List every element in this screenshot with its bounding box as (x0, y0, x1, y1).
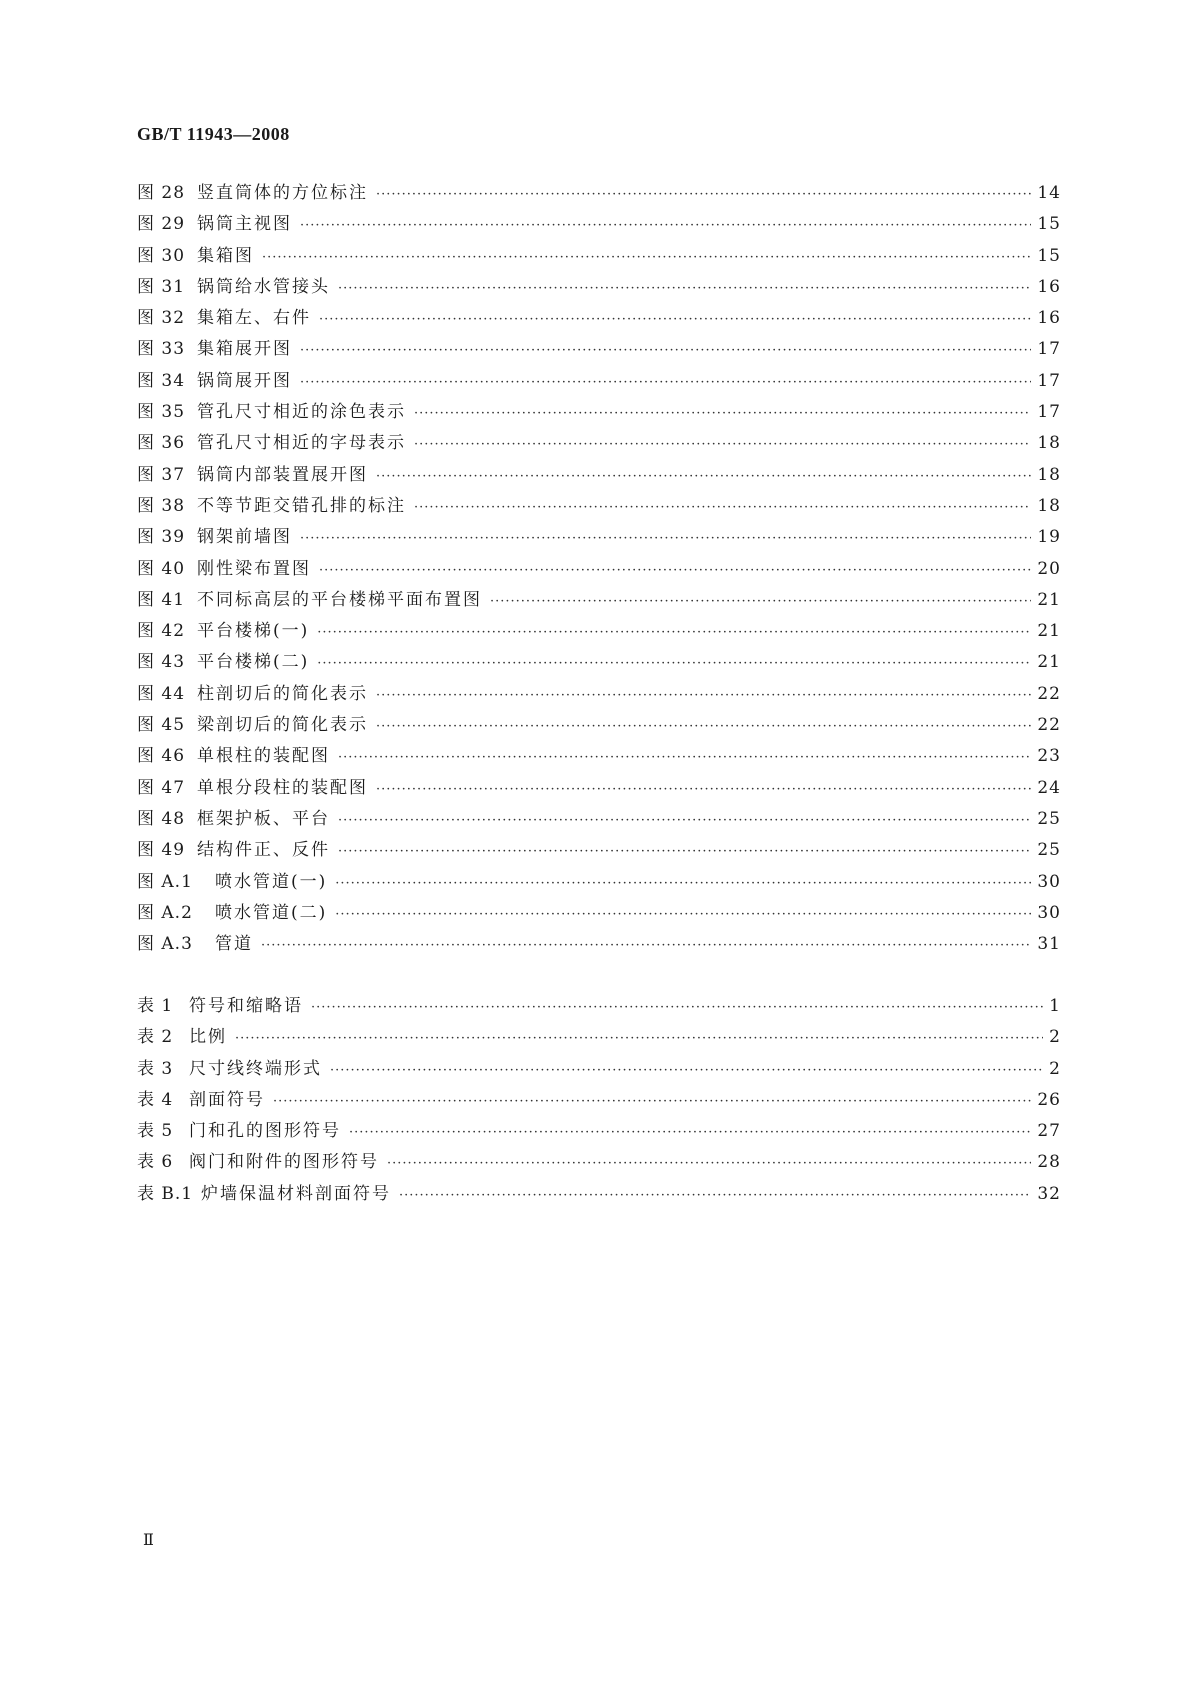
table-entry[interactable] (137, 1116, 1061, 1147)
entry-page-number: 14 (1037, 183, 1061, 203)
entry-page-number: 17 (1037, 339, 1061, 360)
entry-page-number: 15 (1037, 214, 1061, 235)
dot-leader (414, 492, 1031, 523)
dot-leader (311, 992, 1043, 1023)
entry-number: 图 36 (137, 433, 186, 454)
entry-title: 钢架前墙图 (197, 527, 292, 548)
entry-number: 表 1 (137, 996, 174, 1016)
dot-leader (262, 242, 1031, 273)
entry-page-number: 18 (1037, 433, 1061, 454)
entry-number: 图 37 (137, 464, 186, 485)
dot-leader (338, 836, 1031, 867)
figure-entry[interactable] (137, 366, 1061, 397)
entry-number: 图 42 (137, 621, 186, 642)
entry-number: 图 41 (137, 589, 186, 610)
figure-entry[interactable] (137, 929, 1061, 960)
dot-leader (335, 899, 1031, 930)
entry-title: 门和孔的图形符号 (189, 1121, 341, 1142)
entry-title: 锅筒展开图 (197, 370, 292, 391)
table-list (137, 991, 1061, 1210)
entry-page-number: 23 (1037, 746, 1061, 767)
dot-leader (376, 680, 1031, 711)
dot-leader (261, 930, 1031, 961)
figure-entry[interactable] (137, 585, 1061, 616)
figure-entry[interactable] (137, 303, 1061, 334)
dot-leader (300, 367, 1031, 398)
entry-page-number: 22 (1037, 715, 1061, 736)
entry-title: 单根柱的装配图 (197, 746, 330, 767)
dot-leader (317, 648, 1031, 679)
entry-title: 锅筒内部装置展开图 (197, 464, 368, 485)
entry-page-number: 24 (1037, 777, 1061, 798)
entry-page-number: 18 (1037, 495, 1061, 516)
entry-page-number: 21 (1037, 621, 1061, 642)
dot-leader (273, 1086, 1031, 1117)
entry-number: 图 34 (137, 370, 186, 391)
entry-title: 符号和缩略语 (189, 996, 303, 1016)
dot-leader (338, 805, 1031, 836)
table-entry[interactable] (137, 1179, 1061, 1210)
dot-leader (414, 429, 1031, 460)
figure-entry[interactable] (137, 898, 1061, 929)
entry-title: 集箱图 (197, 245, 254, 266)
dot-leader (349, 1117, 1031, 1148)
figure-entry[interactable] (137, 209, 1061, 240)
standard-number-header: GB/T 11943—2008 (137, 124, 290, 144)
entry-title: 刚性梁布置图 (197, 558, 311, 579)
figure-entry[interactable] (137, 710, 1061, 741)
dot-leader (376, 774, 1031, 805)
entry-number: 图 44 (137, 683, 186, 704)
figure-entry[interactable] (137, 334, 1061, 365)
figure-entry[interactable] (137, 241, 1061, 272)
figure-entry[interactable] (137, 272, 1061, 303)
entry-number: 图 43 (137, 652, 186, 673)
entry-page-number: 22 (1037, 683, 1061, 704)
entry-title: 平台楼梯(二) (197, 652, 310, 673)
entry-page-number: 17 (1037, 402, 1061, 423)
entry-page-number: 17 (1037, 370, 1061, 391)
page-number: Ⅱ (143, 1532, 154, 1549)
dot-leader (490, 586, 1031, 617)
entry-title: 管孔尺寸相近的字母表示 (197, 433, 406, 454)
entry-page-number: 31 (1037, 934, 1061, 955)
entry-page-number: 21 (1037, 652, 1061, 673)
entry-title: 剖面符号 (189, 1089, 265, 1110)
dot-leader (338, 742, 1031, 773)
figure-entry[interactable] (137, 460, 1061, 491)
entry-page-number: 2 (1049, 1027, 1061, 1048)
entry-number: 图 28 (137, 183, 186, 203)
table-entry[interactable] (137, 991, 1061, 1022)
entry-number: 图 40 (137, 558, 186, 579)
entry-title: 梁剖切后的简化表示 (197, 715, 368, 736)
entry-page-number: 20 (1037, 558, 1061, 579)
entry-title: 平台楼梯(一) (197, 621, 310, 642)
figure-entry[interactable] (137, 491, 1061, 522)
table-entry[interactable] (137, 1054, 1061, 1085)
figure-entry[interactable] (137, 804, 1061, 835)
entry-number: 图 A.2 (137, 902, 193, 923)
entry-title: 锅筒给水管接头 (197, 276, 330, 297)
dot-leader (376, 461, 1031, 492)
entry-title: 柱剖切后的简化表示 (197, 683, 368, 704)
entry-number: 图 45 (137, 715, 186, 736)
figure-entry[interactable] (137, 522, 1061, 553)
entry-page-number: 18 (1037, 464, 1061, 485)
dot-leader (300, 210, 1031, 241)
entry-number: 图 46 (137, 746, 186, 767)
entry-number: 图 49 (137, 840, 186, 861)
entry-title: 锅筒主视图 (197, 214, 292, 235)
figure-entry[interactable] (137, 867, 1061, 898)
dot-leader (338, 273, 1031, 304)
entry-title: 比例 (189, 1027, 227, 1048)
dot-leader (317, 617, 1031, 648)
entry-title: 不等节距交错孔排的标注 (197, 495, 406, 516)
entry-number: 图 39 (137, 527, 186, 548)
entry-number: 图 35 (137, 402, 186, 423)
entry-title: 结构件正、反件 (197, 840, 330, 861)
entry-page-number: 30 (1037, 902, 1061, 923)
table-entry[interactable] (137, 1085, 1061, 1116)
entry-number: 图 48 (137, 808, 186, 829)
dot-leader (376, 711, 1031, 742)
entry-title: 喷水管道(一) (215, 871, 328, 892)
entry-page-number: 1 (1049, 996, 1061, 1016)
entry-page-number: 28 (1037, 1152, 1061, 1173)
entry-number: 表 5 (137, 1121, 174, 1142)
entry-page-number: 16 (1037, 308, 1061, 329)
entry-number: 表 3 (137, 1058, 174, 1079)
entry-page-number: 27 (1037, 1121, 1061, 1142)
figure-entry[interactable] (137, 428, 1061, 459)
dot-leader (300, 335, 1031, 366)
entry-page-number: 26 (1037, 1089, 1061, 1110)
entry-page-number: 30 (1037, 871, 1061, 892)
figure-entry[interactable] (137, 773, 1061, 804)
entry-page-number: 25 (1037, 840, 1061, 861)
dot-leader (399, 1180, 1031, 1211)
figure-entry[interactable] (137, 616, 1061, 647)
figure-entry[interactable] (137, 679, 1061, 710)
figure-entry[interactable] (137, 178, 1061, 209)
dot-leader (414, 398, 1031, 429)
entry-number: 图 29 (137, 214, 186, 235)
table-entry[interactable] (137, 1147, 1061, 1178)
table-entry[interactable] (137, 1022, 1061, 1053)
entry-title: 集箱展开图 (197, 339, 292, 360)
entry-number: 表 6 (137, 1152, 174, 1173)
entry-page-number: 25 (1037, 808, 1061, 829)
entry-title: 炉墙保温材料剖面符号 (201, 1183, 391, 1204)
entry-page-number: 19 (1037, 527, 1061, 548)
figure-list (137, 178, 1061, 960)
figure-entry[interactable] (137, 647, 1061, 678)
entry-page-number: 16 (1037, 276, 1061, 297)
entry-page-number: 15 (1037, 245, 1061, 266)
dot-leader (319, 555, 1031, 586)
entry-number: 图 32 (137, 308, 186, 329)
figure-entry[interactable] (137, 741, 1061, 772)
entry-number: 图 38 (137, 495, 186, 516)
entry-page-number: 21 (1037, 589, 1061, 610)
entry-number: 表 B.1 (137, 1183, 194, 1204)
entry-title: 管道 (215, 934, 253, 955)
entry-title: 管孔尺寸相近的涂色表示 (197, 402, 406, 423)
entry-title: 框架护板、平台 (197, 808, 330, 829)
entry-number: 图 A.3 (137, 934, 193, 955)
entry-number: 图 30 (137, 245, 186, 266)
figure-entry[interactable] (137, 554, 1061, 585)
figure-entry[interactable] (137, 397, 1061, 428)
entry-title: 不同标高层的平台楼梯平面布置图 (197, 589, 482, 610)
entry-page-number: 2 (1049, 1058, 1061, 1079)
figure-entry[interactable] (137, 835, 1061, 866)
dot-leader (319, 304, 1031, 335)
entry-page-number: 32 (1037, 1183, 1061, 1204)
entry-number: 表 2 (137, 1027, 174, 1048)
dot-leader (387, 1148, 1031, 1179)
dot-leader (235, 1023, 1043, 1054)
entry-title: 竖直筒体的方位标注 (197, 183, 368, 203)
dot-leader (300, 523, 1031, 554)
dot-leader (376, 179, 1031, 210)
entry-number: 图 33 (137, 339, 186, 360)
entry-number: 图 47 (137, 777, 186, 798)
entry-title: 集箱左、右件 (197, 308, 311, 329)
entry-number: 图 A.1 (137, 871, 193, 892)
entry-title: 单根分段柱的装配图 (197, 777, 368, 798)
entry-title: 阀门和附件的图形符号 (189, 1152, 379, 1173)
entry-number: 表 4 (137, 1089, 174, 1110)
entry-number: 图 31 (137, 276, 186, 297)
dot-leader (330, 1055, 1043, 1086)
dot-leader (335, 868, 1031, 899)
entry-title: 尺寸线终端形式 (189, 1058, 322, 1079)
entry-title: 喷水管道(二) (215, 902, 328, 923)
